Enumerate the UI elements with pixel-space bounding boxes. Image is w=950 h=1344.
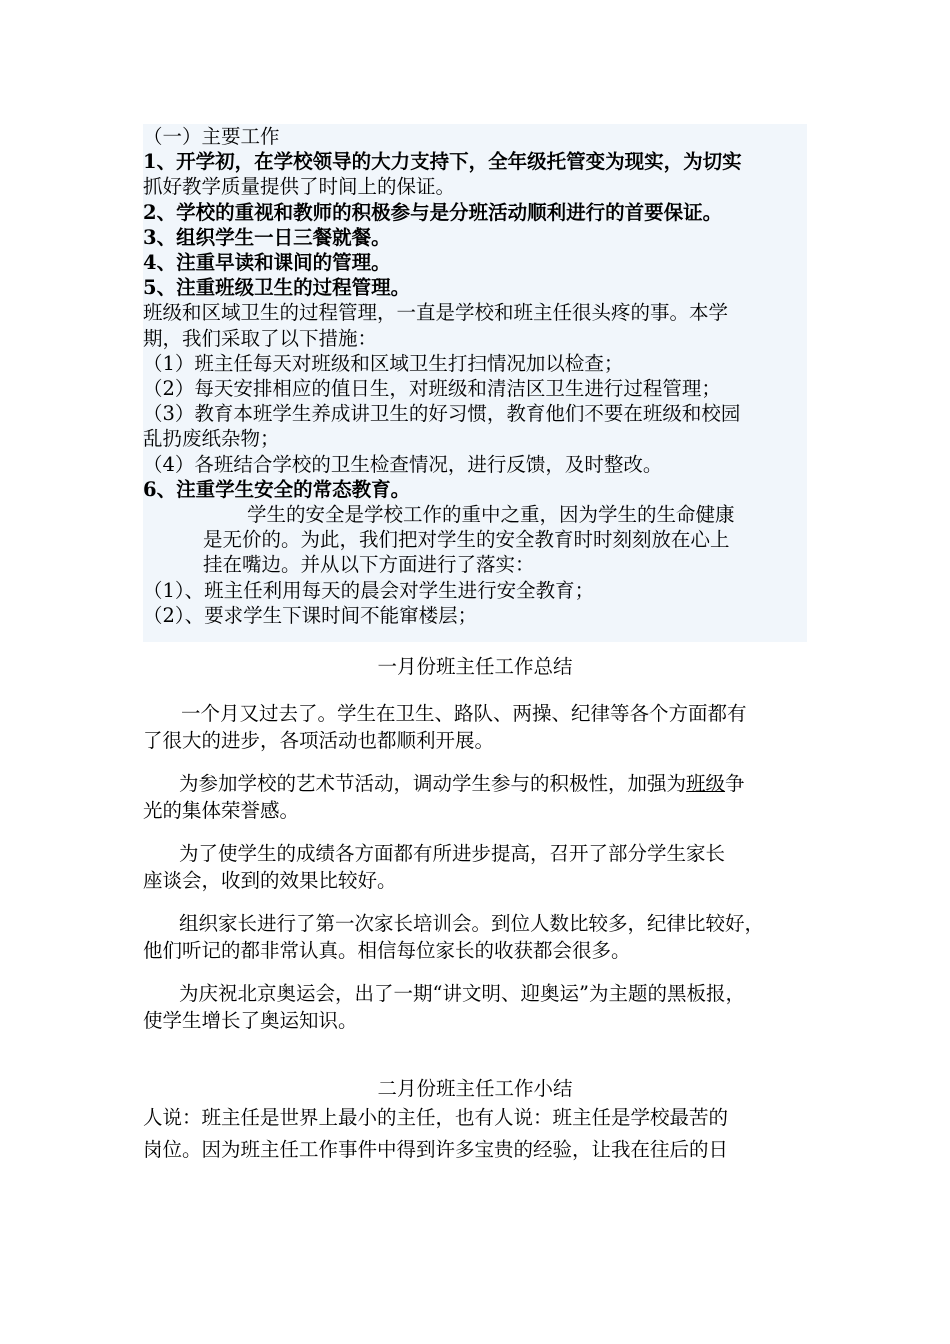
body-line: 座谈会，收到的效果比较好。 xyxy=(143,869,397,893)
body-line: 组织家长进行了第一次家长培训会。到位人数比较多，纪律比较好， xyxy=(179,912,765,936)
body-line: 使学生增长了奥运知识。 xyxy=(143,1009,358,1033)
body-line: 抓好教学质量提供了时间上的保证。 xyxy=(143,175,456,199)
paragraph xyxy=(143,910,807,964)
body-line xyxy=(143,770,807,797)
body-line: 4、注重早读和课间的管理。 xyxy=(143,251,391,275)
body-line: 6、注重学生安全的常态教育。 xyxy=(143,477,411,501)
body-line: 岗位。因为班主任工作事件中得到许多宝贵的经验，让我在往后的日 xyxy=(143,1138,729,1162)
body-line: （1）班主任每天对班级和区域卫生打扫情况加以检查； xyxy=(143,351,624,375)
body-line: 3、组织学生一日三餐就餐。 xyxy=(143,225,391,249)
section-title: 二月份班主任工作小结 xyxy=(377,1077,573,1101)
hyperlink[interactable]: 班级 xyxy=(686,772,726,796)
safety-block xyxy=(143,502,807,578)
body-line: （4）各班结合学校的卫生检查情况，进行反馈，及时整改。 xyxy=(143,452,663,476)
paragraph xyxy=(143,700,807,754)
body-line: 挂在嘴边。并从以下方面进行了落实： xyxy=(203,553,535,577)
body-line: （3）教育本班学生养成讲卫生的好习惯，教育他们不要在班级和校园 xyxy=(143,402,741,426)
body-line: （2）、要求学生下课时间不能窜楼层； xyxy=(143,603,478,627)
text-run: 争 xyxy=(725,772,745,796)
body-line: 人说：班主任是世界上最小的主任，也有人说：班主任是学校最苦的 xyxy=(143,1106,729,1130)
body-line: 是无价的。为此，我们把对学生的安全教育时时刻刻放在心上 xyxy=(203,528,730,552)
body-line: 学生的安全是学校工作的重中之重，因为学生的生命健康 xyxy=(247,503,735,527)
body-line: 了很大的进步，各项活动也都顺利开展。 xyxy=(143,729,495,753)
body-line: 期，我们采取了以下措施： xyxy=(143,326,378,350)
body-line: 为庆祝北京奥运会，出了一期“讲文明、迎奥运”为主题的黑板报， xyxy=(179,982,745,1006)
body-line: 5、注重班级卫生的过程管理。 xyxy=(143,276,411,300)
body-line: 1、开学初，在学校领导的大力支持下，全年级托管变为现实，为切实 xyxy=(143,150,742,174)
body-line: 为了使学生的成绩各方面都有所进步提高，召开了部分学生家长 xyxy=(179,842,726,866)
document-page xyxy=(143,124,807,1166)
body-line: 光的集体荣誉感。 xyxy=(143,799,300,823)
paragraph xyxy=(143,980,807,1034)
body-line: 乱扔废纸杂物； xyxy=(143,427,280,451)
body-line: 班级和区域卫生的过程管理，一直是学校和班主任很头疼的事。本学 xyxy=(143,301,729,325)
section-heading: （一）主要工作 xyxy=(143,125,280,148)
body-line: 2、学校的重视和教师的积极参与是分班活动顺利进行的首要保证。 xyxy=(143,200,723,224)
text-run: 为参加学校的艺术节活动，调动学生参与的积极性，加强为 xyxy=(179,772,687,796)
highlighted-section xyxy=(143,124,807,642)
paragraph xyxy=(143,770,807,824)
body-line: （2）每天安排相应的值日生，对班级和清洁区卫生进行过程管理； xyxy=(143,377,721,401)
body-line: 他们听记的都非常认真。相信每位家长的收获都会很多。 xyxy=(143,939,631,963)
body-line: （1）、班主任利用每天的晨会对学生进行安全教育； xyxy=(143,578,595,602)
section-title: 一月份班主任工作总结 xyxy=(377,655,573,679)
body-line: 一个月又过去了。学生在卫生、路队、两操、纪律等各个方面都有 xyxy=(181,702,747,726)
paragraph xyxy=(143,840,807,894)
